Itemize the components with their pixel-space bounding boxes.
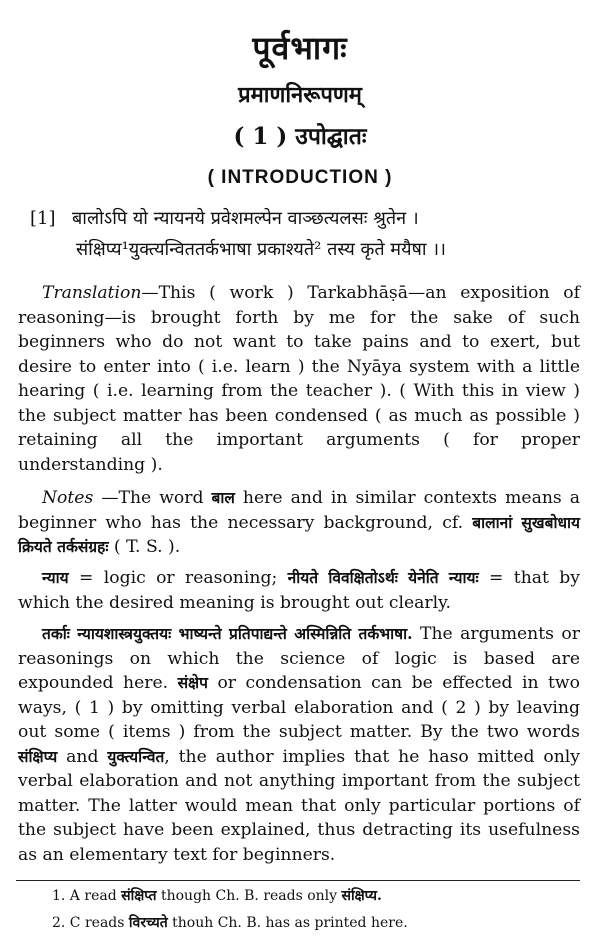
part-title: पूर्वभागः xyxy=(252,29,348,67)
footnote-text: though Ch. B. reads only xyxy=(156,888,342,904)
nyaya-paragraph xyxy=(18,566,580,615)
verse-line-2: संक्षिप्य¹युक्त्यन्वितत‍र्कभाषा प्रकाश्यते² तस्य कृते मयैषा ।। xyxy=(76,239,446,260)
notes-sanskrit-quote: बालानां सुखबोधाय क्रियते तर्कसंग्रहः xyxy=(18,512,580,556)
translation-paragraph xyxy=(18,281,580,477)
footnote-text: A read xyxy=(65,888,122,904)
footnote-2 xyxy=(52,913,582,933)
notes-text: here and in similar contexts means a beginner who has the necessary background, cf. xyxy=(18,488,581,533)
tarka-text: , the author implies that he haso mitted only verbal elaboration and not anything important from the subject matter. The latter would mean that only particular portions of the subject have been explained, thus detracting its usefulness as an elementary text for beginners. xyxy=(18,746,580,865)
notes-text: ( T. S. ). xyxy=(108,537,181,557)
translation-label: Translation xyxy=(42,283,142,303)
footnote-1 xyxy=(52,886,582,906)
tarka-definition: तर्काः न्यायशास्त्रयुक्तयः भाष्यन्ते प्रतिपाद्यन्ते अस्मिन्निति तर्कभाषा. xyxy=(42,624,413,643)
section-title: प्रमाणनिरूपणम् xyxy=(238,82,362,108)
verse-number: [1] xyxy=(30,208,56,229)
footnote-text: C reads xyxy=(65,915,129,931)
translation-text: —This ( work ) Tarkabhāṣā—an exposition of reasoning—is brought forth by me for the sake of such beginners who do not want to take pains and to exert, but desire to enter into ( i.e. learn ) the Nyāya system with a little hearing ( i.e. learning from the teacher ). ( With this in view ) the subject matter has been condensed ( as much as possible ) retaining all the important arguments ( for proper understanding ). xyxy=(18,283,580,475)
nyaya-term: न्याय xyxy=(42,568,69,587)
tarka-text: or condensation can be effected in two ways, ( 1 ) by omitting verbal elaboration and ( 2 ) by leaving out some ( items ) from the subject matter. By the two words xyxy=(18,673,580,742)
subsection-title: ( 1 ) उपोद्घातः xyxy=(233,123,367,150)
sanksepa-term: संक्षेप xyxy=(177,673,208,692)
notes-label: Notes xyxy=(42,488,94,508)
footnote-sanskrit: संक्षिप्त xyxy=(121,888,157,904)
nyaya-definition: नीयते विवक्षितोऽर्थः येनेति न्यायः xyxy=(287,568,479,587)
footnote-sanskrit: संक्षिप्य. xyxy=(341,888,382,904)
notes-sanskrit-word: बाल xyxy=(211,488,235,507)
verse-line-1 xyxy=(30,205,590,233)
verse-text-1: बालोऽपि यो न्यायनये प्रवेशमल्पेन वाञ्छत्यलसः श्रुतेन । xyxy=(72,208,419,229)
footnote-number: 2. xyxy=(52,915,66,931)
notes-paragraph xyxy=(18,486,580,560)
tarka-paragraph xyxy=(18,622,580,867)
tarka-text: The arguments or reasonings on which the science of logic is based are expounded here. xyxy=(18,624,580,693)
sanksipya-term: संक्षिप्य xyxy=(18,746,58,766)
english-heading: ( INTRODUCTION ) xyxy=(207,167,393,188)
yuktyanvita-term: युक्त्यन्वित xyxy=(107,746,165,766)
footnote-sanskrit: विरच्यते xyxy=(128,915,168,931)
footnote-number: 1. xyxy=(52,888,66,904)
nyaya-text: = that by which the desired meaning is brought out clearly. xyxy=(18,568,581,613)
notes-text: —The word xyxy=(93,488,212,508)
nyaya-text: = logic or reasoning; xyxy=(68,568,288,588)
footnote-divider xyxy=(16,880,580,881)
footnote-text: thouh Ch. B. has as printed here. xyxy=(167,915,408,931)
tarka-text: and xyxy=(57,746,108,767)
